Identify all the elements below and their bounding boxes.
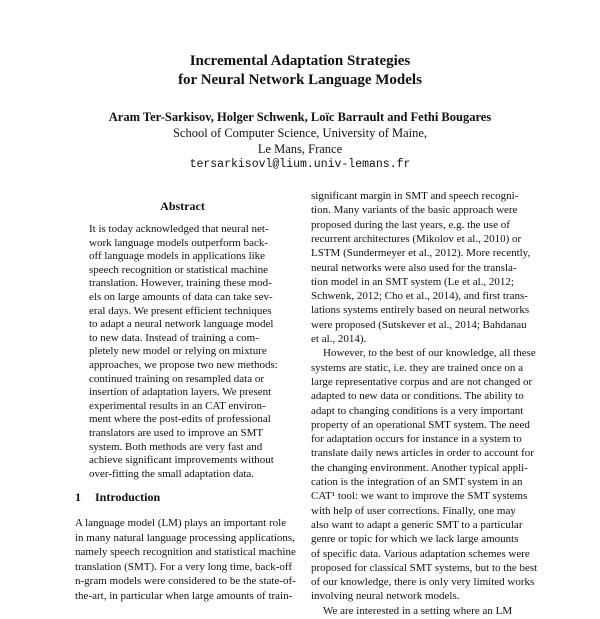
- text-line: approaches, we propose two new methods:: [89, 359, 278, 371]
- text-line: system. Both methods are very fast and: [89, 440, 263, 453]
- text-line: off language models in applications like: [89, 250, 266, 263]
- text-line: with help of user corrections. Finally, one may: [311, 504, 516, 517]
- text-line: A language model (LM) plays an important role: [75, 517, 287, 529]
- text-line: in many natural language processing applications,: [75, 531, 295, 544]
- author-email: tersarkisovl@lium.univ-lemans.fr: [189, 158, 411, 171]
- text-line: large representative corpus and are not changed or: [311, 375, 533, 388]
- text-line: cation is the integration of an SMT system in an: [311, 476, 523, 488]
- text-line: recurrent architectures (Mikolov et al., 2010) or: [311, 232, 522, 245]
- text-line: systems are static, i.e. they are trained once on a: [311, 361, 523, 374]
- text-line: significant margin in SMT and speech recogni-: [311, 190, 519, 202]
- text-line: work language models outperform back-: [89, 236, 268, 249]
- text-line: over-fitting the small adaptation data.: [89, 467, 255, 480]
- text-line: Schwenk, 2012; Cho et al., 2014), and first trans-: [311, 290, 528, 303]
- text-line: translation (SMT). For a very long time, back-off: [75, 560, 292, 573]
- text-line: proposed during the last years, e.g. the use of: [311, 218, 510, 231]
- affiliation-line-1: School of Computer Science, University of Maine,: [172, 126, 428, 140]
- text-line: However, to the best of our knowledge, all these: [323, 347, 536, 360]
- paper-title-line-2: for Neural Network Language Models: [178, 72, 422, 88]
- text-line: genre or topic for which we lack large amounts: [311, 533, 519, 546]
- text-line: of specific data. Various adaptation schemes were: [311, 547, 530, 560]
- text-line: translate daily news articles in order to account for: [311, 447, 534, 460]
- text-line: We are interested in a setting where an LM: [323, 604, 513, 617]
- text-line: to adapt a neural network language model: [89, 318, 274, 331]
- text-line: It is today acknowledged that neural net-: [89, 223, 269, 235]
- text-line: to new data. Instead of training a com-: [89, 331, 259, 344]
- text-line: the-art, in particular when large amounts of train-: [75, 589, 293, 602]
- abstract-heading: Abstract: [160, 199, 205, 213]
- text-line: lations systems entirely based on neural networks: [311, 304, 530, 317]
- section-number: 1: [75, 490, 81, 504]
- text-line: translators are used to improve an SMT: [89, 427, 264, 439]
- text-line: of our knowledge, there is only very limited works: [311, 576, 535, 589]
- text-line: els on large amounts of data can take sev-: [89, 291, 273, 303]
- text-line: et al., 2014).: [311, 333, 367, 345]
- text-line: speech recognition or statistical machine: [89, 263, 268, 276]
- text-line: tion model in an SMT system (Le et al., 2012;: [311, 275, 514, 288]
- text-line: LSTM (Sundermeyer et al., 2012). More recently,: [311, 247, 531, 260]
- text-line: translation. However, training these mod-: [89, 277, 272, 290]
- text-line: CAT¹ tool: we want to improve the SMT systems: [311, 490, 528, 503]
- section-title: Introduction: [95, 490, 161, 504]
- text-line: namely speech recognition and statistical machine: [75, 546, 296, 558]
- paper-title-line-1: Incremental Adaptation Strategies: [189, 53, 411, 69]
- text-line: the changing environment. Another typical appli-: [311, 461, 528, 474]
- text-line: were proposed (Sutskever et al., 2014; Bahdanau: [311, 318, 527, 331]
- text-line: continued training on resampled data or: [89, 372, 265, 385]
- text-line: experimental results in an CAT environ-: [89, 399, 266, 412]
- text-line: for adaptation occurs for instance in a system to: [311, 433, 522, 446]
- text-line: adapted to new data or conditions. The ability to: [311, 390, 524, 403]
- text-line: pletely new model or relying on mixture: [89, 345, 267, 358]
- text-line: insertion of adaptation layers. We present: [89, 386, 272, 399]
- text-line: proposed for classical SMT systems, but to the best: [311, 561, 538, 574]
- text-line: ment where the post-edits of professional: [89, 413, 271, 426]
- affiliation-line-2: Le Mans, France: [257, 142, 343, 156]
- text-line: n-gram models were considered to be the state-of-: [75, 575, 296, 587]
- text-line: neural networks were also used for the transla-: [311, 261, 517, 274]
- text-line: tion. Many variants of the basic approach were: [311, 204, 518, 217]
- section-heading-introduction: [75, 490, 174, 505]
- text-line: adapt to changing conditions is a very important: [311, 404, 524, 417]
- text-line: eral days. We present efficient techniques: [89, 304, 272, 317]
- text-line: property of an operational SMT system. The need: [311, 418, 530, 431]
- authors: Aram Ter-Sarkisov, Holger Schwenk, Loïc Barrault and Fethi Bougares: [108, 110, 492, 124]
- text-line: achieve significant improvements without: [89, 454, 274, 467]
- text-line: also want to adapt a generic SMT to a particular: [311, 518, 523, 531]
- text-line: involving neural network models.: [311, 590, 460, 603]
